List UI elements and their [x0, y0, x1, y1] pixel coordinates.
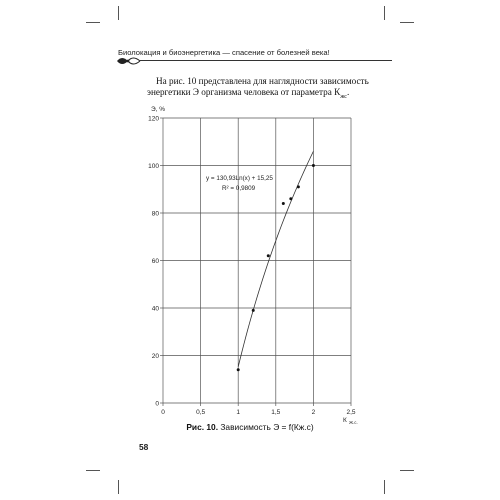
y-axis-label: Э, % — [151, 106, 166, 113]
data-point — [267, 254, 270, 257]
y-tick-label: 120 — [148, 115, 159, 123]
x-tick-label: 2 — [311, 409, 316, 416]
x-axis-label-main: К — [343, 417, 347, 424]
x-tick-label: 1,5 — [271, 409, 281, 416]
x-tick-label: 2,5 — [346, 409, 356, 416]
y-tick-label: 60 — [151, 257, 159, 265]
y-tick-label: 20 — [151, 352, 159, 360]
trendline-equation: y = 130,93Ln(x) + 15,25 — [206, 175, 273, 182]
figure-caption-text: Зависимость Э = f(Кж.с) — [220, 422, 314, 432]
page-number: 58 — [139, 442, 149, 452]
body-line: На рис. 10 представлена для наглядности зависимость — [156, 76, 369, 86]
data-point — [237, 368, 240, 371]
y-tick-label: 100 — [148, 162, 159, 170]
figure-caption — [0, 422, 500, 432]
data-point — [282, 202, 285, 205]
data-point — [252, 309, 255, 312]
y-tick-label: 80 — [151, 210, 159, 218]
x-axis-label-subscript: Ж.с. — [349, 420, 358, 425]
body-line-text: энергетики Э организма человека от параметра К — [147, 87, 341, 97]
y-tick-label: 0 — [155, 400, 159, 408]
y-tick-label: 40 — [151, 305, 159, 313]
data-point — [312, 164, 315, 167]
body-line-end: . — [346, 87, 350, 97]
x-tick-label: 0,5 — [196, 409, 206, 416]
data-point — [289, 197, 292, 200]
x-tick-label: 1 — [236, 409, 241, 416]
trendline-r-squared: R² = 0,9809 — [222, 185, 256, 192]
figure-number: Рис. 10. — [186, 422, 219, 432]
data-point — [297, 185, 300, 188]
body-line-subscript: жс — [340, 93, 347, 100]
running-header: Биолокация и биоэнергетика — спасение от болезней века! — [118, 48, 330, 57]
x-tick-label: 0 — [161, 409, 165, 416]
